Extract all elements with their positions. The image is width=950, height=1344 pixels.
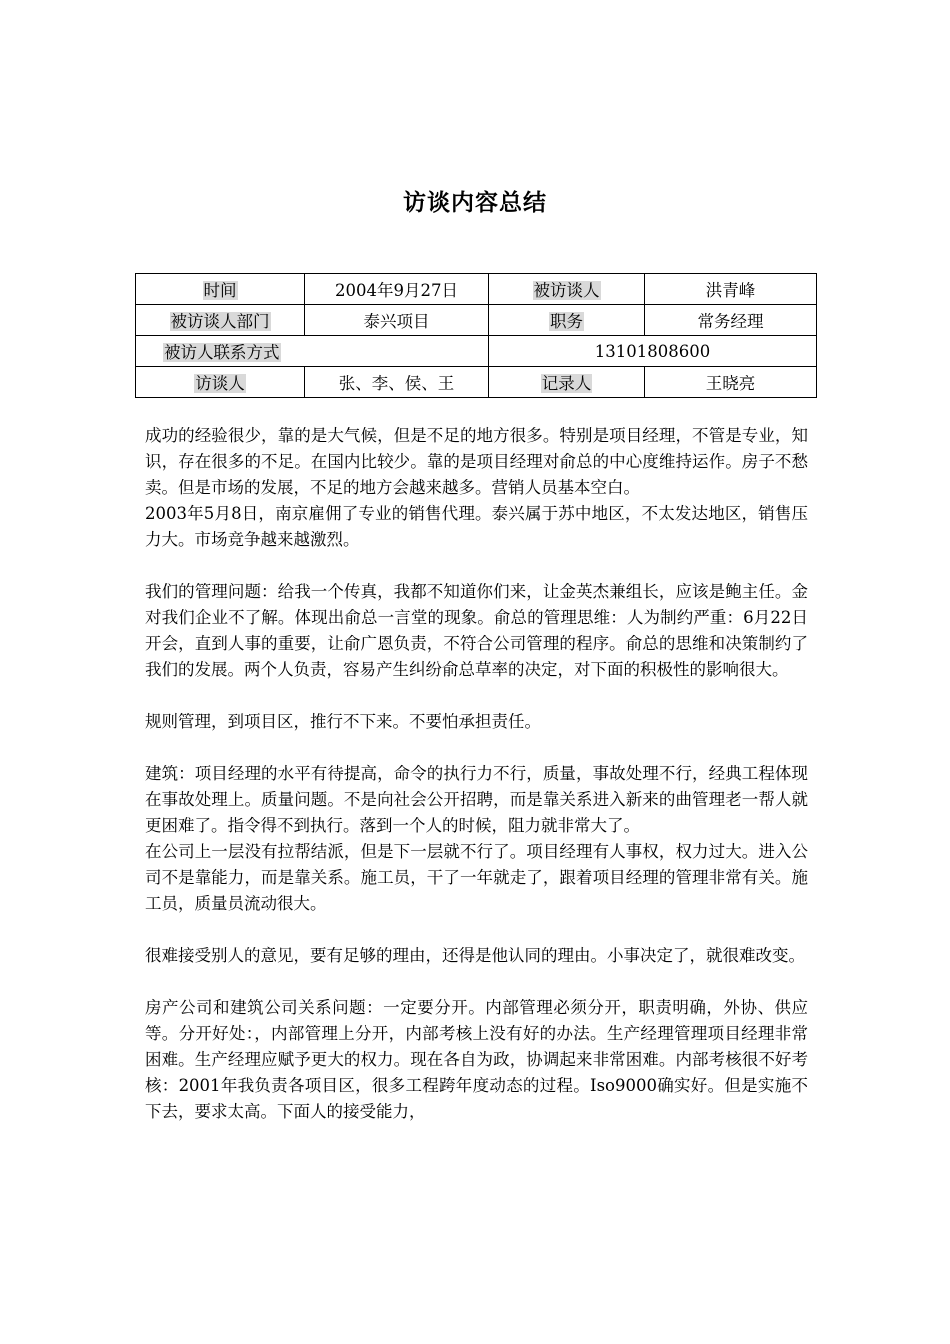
time-value: 2004年9月27日 [305,274,489,305]
position-value: 常务经理 [645,305,817,336]
table-row [136,367,817,398]
paragraph: 很难接受别人的意见，要有足够的理由，还得是他认同的理由。小事决定了，就很难改变。 [145,946,805,965]
position-label: 职务 [550,312,583,331]
time-label-cell [136,274,305,305]
paragraph: 2003年5月8日，南京雇佣了专业的销售代理。泰兴属于苏中地区，不太发达地区，销售压力大。市场竞争越来越激烈。 [145,504,808,549]
paragraph: 房产公司和建筑公司关系问题：一定要分开。内部管理必须分开，职责明确，外协、供应等。分开好处：，内部管理上分开，内部考核上没有好的办法。生产经理管理项目经理非常困难。生产经理应赋予更大的权力。现在各自为政，协调起来非常困难。内部考核很不好考核：2001年我负责各项目区，很多工程跨年度动态的过程。Iso9000确实好。但是实施不下去，要求太高。下面人的接受能力， [145,998,808,1121]
interviewer-label-cell [136,367,305,398]
paragraph-gap [145,683,808,709]
recorder-label-cell [489,367,645,398]
paragraph: 我们的管理问题：给我一个传真，我都不知道你们来，让金英杰兼组长，应该是鲍主任。金对我们企业不了解。体现出俞总一言堂的现象。俞总的管理思维：人为制约严重：6月22日开会，直到人事的重要，让俞广恩负责，不符合公司管理的程序。俞总的思维和决策制约了我们的发展。两个人负责，容易产生纠纷俞总草率的决定，对下面的积极性的影响很大。 [145,582,808,679]
paragraph: 成功的经验很少，靠的是大气候，但是不足的地方很多。特别是项目经理，不管是专业，知识，存在很多的不足。在国内比较少。靠的是项目经理对俞总的中心度维持运作。房子不愁卖。但是市场的发展，不足的地方会越来越多。营销人员基本空白。 [145,426,808,497]
contact-label-cell [136,336,489,367]
paragraph-gap [145,553,808,579]
table-row [136,305,817,336]
paragraph-gap [145,917,808,943]
interviewee-label-cell [489,274,645,305]
table-row [136,274,817,305]
position-label-cell [489,305,645,336]
department-label-cell [136,305,305,336]
time-label: 时间 [203,281,237,300]
paragraph: 规则管理，到项目区，推行不下来。不要怕承担责任。 [145,712,541,731]
paragraph: 在公司上一层没有拉帮结派，但是下一层就不行了。项目经理有人事权，权力过大。进入公司不是靠能力，而是靠关系。施工员，干了一年就走了，跟着项目经理的管理非常有关。施工员，质量员流动很大。 [145,842,808,913]
page-title: 访谈内容总结 [403,189,547,216]
contact-value: 13101808600 [489,336,817,367]
paragraph-gap [145,735,808,761]
department-label: 被访谈人部门 [170,312,270,331]
recorder-label: 记录人 [541,374,592,393]
department-value: 泰兴项目 [305,305,489,336]
interview-info-table [135,273,817,398]
interview-notes [145,423,808,1125]
recorder-value: 王晓亮 [645,367,817,398]
table-row [136,336,817,367]
paragraph-gap [145,969,808,995]
interviewee-value: 洪青峰 [645,274,817,305]
interviewee-label: 被访谈人 [533,281,600,300]
contact-label: 被访人联系方式 [164,343,280,362]
interviewer-label: 访谈人 [195,374,245,393]
interviewer-value: 张、李、侯、王 [305,367,489,398]
paragraph: 建筑：项目经理的水平有待提高，命令的执行力不行，质量，事故处理不行，经典工程体现在事故处理上。质量问题。不是向社会公开招聘，而是靠关系进入新来的曲管理老一帮人就更困难了。指令得不到执行。落到一个人的时候，阻力就非常大了。 [145,764,808,835]
